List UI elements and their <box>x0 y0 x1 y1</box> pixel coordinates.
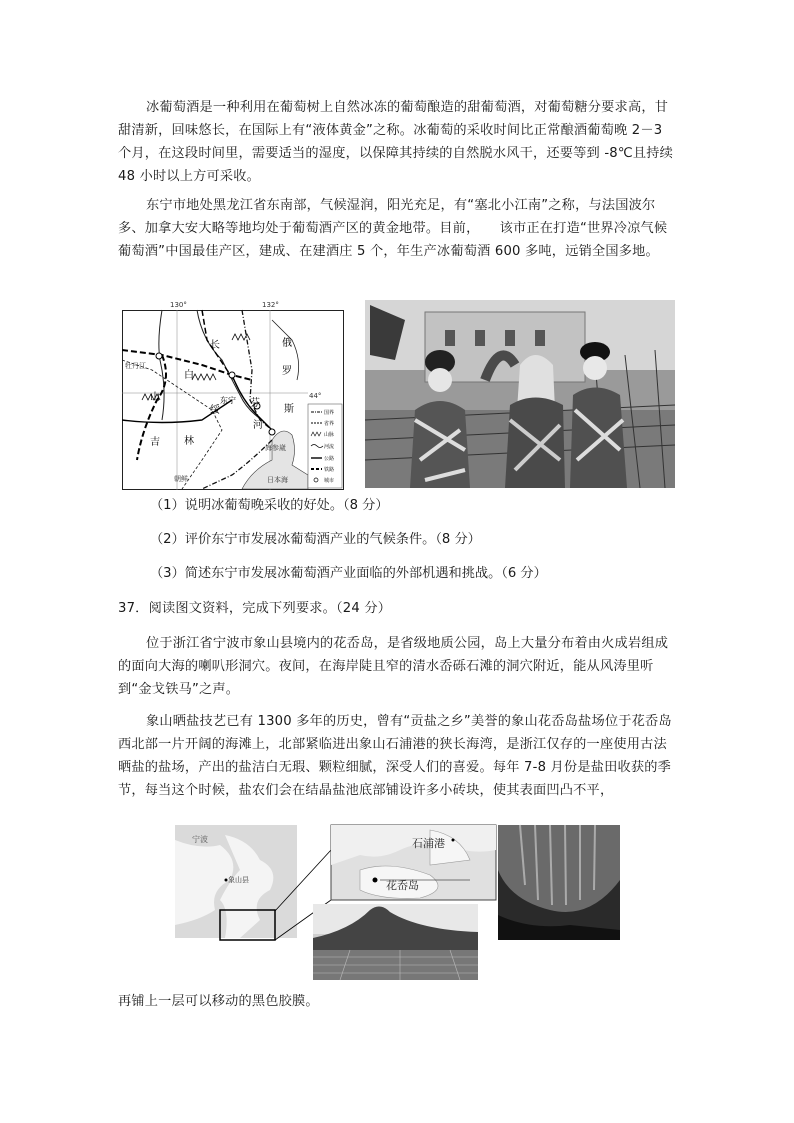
question-3: （3）简述东宁市发展冰葡萄酒产业面临的外部机遇和挑战。（6 分） <box>150 566 547 581</box>
lon-left-label: 130° <box>170 301 187 309</box>
label-sui: 绥 <box>210 405 220 416</box>
label-si: 斯 <box>284 404 294 415</box>
salt-field-photo <box>313 904 478 980</box>
q37-para2: 象山晒盐技艺已有 1300 多年的历史，曾有“贡盐之乡”美誉的象山花岙岛盐场位于花岙岛西北部一片开阔的海滩上，北部紧临进出象山石浦港的狭长海湾，是浙江仅存的一座使用古法晒盐的盐场，产出的盐洁白无瑕、颗粒细腻，深受人们的喜爱。每年 7-8 月份是盐田收获的季节，每当这个时候，盐农们会在结晶盐池底部铺设许多小砖块，使其表面凹凸不平， <box>118 714 672 798</box>
legend-1: 省界 <box>324 421 335 427</box>
label-ningbo: 宁波 <box>192 835 208 844</box>
legend-4: 公路 <box>324 456 335 462</box>
label-ribenhai: 日本海 <box>267 476 288 484</box>
huaao-figures <box>170 820 625 982</box>
legend-3: 河流 <box>324 444 335 450</box>
label-e: 俄 <box>282 338 292 349</box>
lat-label: 44° <box>309 392 322 400</box>
label-lin: 林 <box>184 436 194 447</box>
label-shan: 山 <box>150 392 160 403</box>
dongning-map <box>122 300 344 490</box>
label-chaoxian: 朝鲜 <box>174 475 188 483</box>
lon-right-label: 132° <box>262 301 279 309</box>
legend-2: 山脉 <box>324 432 335 438</box>
label-bai: 白 <box>184 370 194 381</box>
label-he: 河 <box>253 420 263 431</box>
label-dongning: 东宁 <box>220 396 236 405</box>
label-chang: 长 <box>210 340 220 351</box>
label-fen: 芬 <box>250 398 260 409</box>
label-luo: 罗 <box>282 366 292 377</box>
passage1-para1: 冰葡萄酒是一种利用在葡萄树上自然冰冻的葡萄酿造的甜葡萄酒，对葡萄糖分要求高，甘甜清新，回味悠长，在国际上有“液体黄金”之称。冰葡萄的采收时间比正常酿酒葡萄晚 2－3 个月，在这段时间里，需要适当的湿度，以保障其持续的自然脱水风干，还要等到 -8℃且持续 48 小时以上方可采收。 <box>118 100 674 184</box>
question-2: （2）评价东宁市发展冰葡萄酒产业的气候条件。（8 分） <box>150 532 481 547</box>
q37-heading: 37．阅读图文资料，完成下列要求。（24 分） <box>118 601 392 616</box>
label-mudanjiang: 牡丹江 <box>125 362 146 370</box>
question-1: （1）说明冰葡萄晚采收的好处。（8 分） <box>150 498 389 513</box>
label-huaaodao: 花岙岛 <box>386 879 419 892</box>
xiangshan-locator-map <box>175 825 297 940</box>
huaaodao-detail-map <box>331 825 496 900</box>
label-shipugang: 石浦港 <box>412 837 445 850</box>
legend-6: 城市 <box>324 478 335 484</box>
cave-photo <box>498 825 620 940</box>
passage1-para2: 东宁市地处黑龙江省东南部，气候湿润，阳光充足，有“塞北小江南”之称，与法国波尔多、加拿大安大略等地均处于葡萄酒产区的黄金地带。目前， 该市正在打造“世界冷凉气候葡萄酒”中国最佳产区，建成、在建酒庄 5 个，年生产冰葡萄酒 600 多吨，远销全国多地。 <box>118 198 668 259</box>
label-haishenwei: 海参崴 <box>265 444 286 452</box>
label-xiangshan: 象山县 <box>228 876 249 884</box>
q37-para1: 位于浙江省宁波市象山县境内的花岙岛，是省级地质公园，岛上大量分布着由火成岩组成的面向大海的喇叭形洞穴。夜间，在海岸陡且窄的清水岙砾石滩的洞穴附近，能从风涛里听到“金戈铁马”之声。 <box>118 636 669 697</box>
legend-0: 国界 <box>324 410 335 416</box>
vineyard-photo <box>365 300 675 488</box>
label-ji: 吉 <box>150 437 160 448</box>
legend-5: 铁路 <box>324 467 335 473</box>
q37-para3: 再铺上一层可以移动的黑色胶膜。 <box>118 994 319 1009</box>
